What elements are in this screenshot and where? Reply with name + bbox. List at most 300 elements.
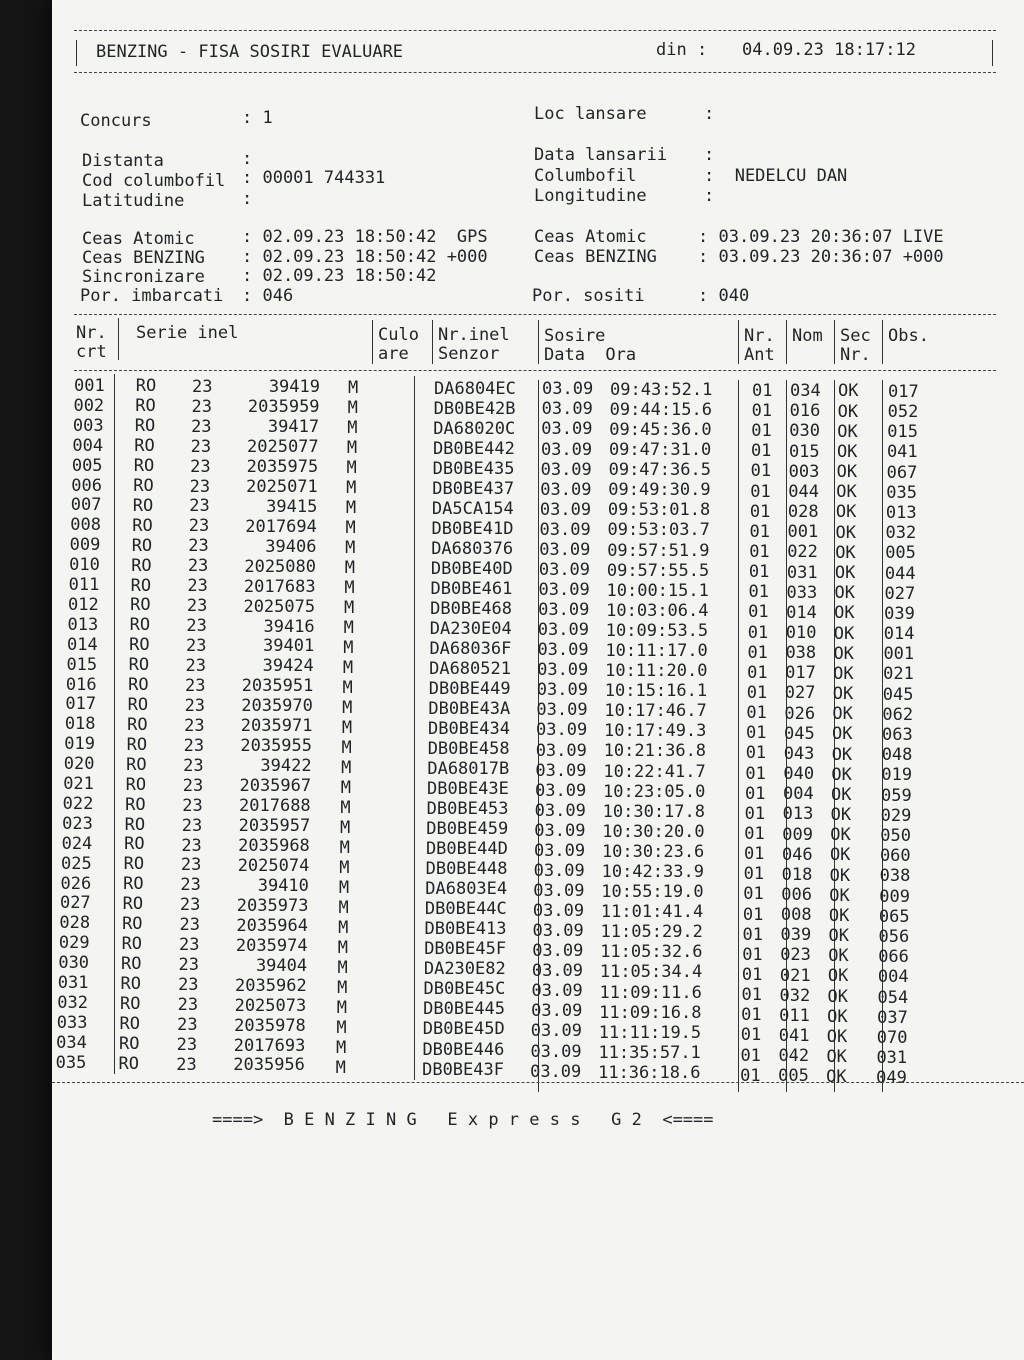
cell-inel: 39410 [257, 875, 309, 896]
cell-nom: 030 [789, 421, 821, 442]
cell-nom: 023 [780, 945, 811, 966]
cell-ora: 10:55:19.0 [601, 882, 704, 903]
cell-inel: 2017694 [245, 516, 317, 537]
cell-nom: 018 [781, 864, 813, 885]
cell-obs: 063 [882, 725, 913, 746]
cell-ant: 01 [741, 964, 763, 985]
cell-ora: 10:15:16.1 [604, 681, 708, 702]
cell-senzor: DB0BE43A [428, 699, 511, 720]
cell-inel: 39422 [260, 756, 312, 777]
cell-an: 23 [180, 875, 201, 896]
cell-ant: 01 [746, 682, 768, 703]
cell-an: 23 [189, 496, 210, 517]
cell-obs: 004 [877, 967, 909, 988]
ceas-atomic-end-value: : 03.09.23 20:36:07 LIVE [698, 227, 944, 247]
cell-nom: 033 [786, 582, 818, 603]
cell-obs: 052 [887, 402, 919, 422]
cell-ant: 01 [752, 380, 773, 401]
cell-ora: 10:23:05.0 [603, 781, 706, 802]
ceas-atomic-start-value: : 02.09.23 18:50:42 GPS [242, 227, 488, 247]
cell-nom: 032 [779, 985, 811, 1006]
por-imbarcati-value: : 046 [242, 286, 294, 306]
cell-ant: 01 [747, 622, 769, 643]
ceas-benzing-end-value: : 03.09.23 20:36:07 +000 [698, 247, 944, 267]
cell-culoare: M [339, 817, 351, 838]
cell-inel: 2035957 [238, 816, 311, 837]
cell-nr: 034 [56, 1032, 87, 1053]
cell-an: 23 [178, 975, 199, 996]
table-top-rule [74, 314, 996, 315]
cell-sec: OK [827, 986, 848, 1007]
cell-nom: 044 [788, 481, 819, 502]
loc-lansare-label: Loc lansare [534, 104, 647, 124]
cell-data: 03.09 [532, 941, 584, 962]
table-header-rule [74, 370, 996, 371]
longitudine-label: Longitudine [534, 186, 647, 206]
cell-obs: 037 [877, 1007, 908, 1028]
cell-an: 23 [178, 955, 200, 976]
cell-nom: 022 [787, 542, 818, 563]
cell-culoare: M [337, 937, 349, 958]
cell-obs: 019 [881, 765, 913, 786]
cell-data: 03.09 [537, 660, 589, 681]
cell-data: 03.09 [530, 1061, 582, 1082]
cell-sec: OK [836, 482, 857, 503]
cell-culoare: M [341, 717, 353, 738]
data-lansarii-label: Data lansarii [534, 145, 668, 165]
cell-nr: 011 [68, 575, 100, 595]
cell-senzor: DB0BE43E [427, 779, 509, 800]
cell-inel: 2035951 [241, 676, 314, 697]
cell-ora: 09:45:36.0 [609, 420, 712, 440]
cell-sec: OK [828, 946, 849, 967]
cell-nom: 034 [790, 381, 821, 402]
cell-an: 23 [190, 436, 212, 457]
cell-obs: 029 [880, 805, 912, 826]
cell-tara: RO [134, 436, 155, 457]
cell-obs: 054 [877, 987, 909, 1008]
cell-obs: 009 [879, 886, 910, 907]
cell-inel: 39419 [268, 377, 320, 398]
cell-culoare: M [336, 1017, 347, 1038]
cell-obs: 039 [884, 603, 915, 624]
cell-ora: 09:57:55.5 [606, 560, 710, 581]
cell-nr: 006 [71, 475, 103, 496]
cell-culoare: M [340, 777, 351, 798]
cell-sec: OK [834, 563, 856, 583]
cell-ora: 10:03:06.4 [606, 600, 709, 621]
cell-ant: 01 [749, 541, 770, 562]
cell-obs: 065 [878, 906, 910, 927]
cell-nr: 029 [58, 933, 90, 954]
cell-obs: 005 [885, 543, 916, 564]
cell-nom: 031 [786, 562, 818, 583]
cell-senzor: DA680521 [429, 658, 511, 679]
cell-senzor: DB0BE45F [424, 939, 507, 960]
cell-nr: 018 [64, 714, 96, 735]
cell-tara: RO [128, 655, 150, 676]
header-top-rule [74, 30, 996, 31]
distanta-value: : [242, 149, 253, 169]
cell-tara: RO [131, 535, 153, 556]
cell-data: 03.09 [539, 539, 591, 560]
cell-inel: 2017688 [239, 796, 311, 817]
cell-sec: OK [832, 704, 853, 725]
cell-sec: OK [837, 421, 858, 442]
cell-data: 03.09 [536, 700, 588, 721]
cell-data: 03.09 [540, 479, 592, 500]
cell-tara: RO [125, 774, 147, 795]
cell-an: 23 [191, 416, 212, 437]
cell-inel: 2035955 [240, 736, 313, 757]
cell-sec: OK [835, 542, 856, 563]
cell-sec: OK [835, 502, 857, 523]
cell-nr: 004 [72, 435, 104, 456]
cell-culoare: M [345, 517, 356, 538]
col-separator [834, 320, 835, 364]
cell-an: 23 [181, 835, 202, 856]
cell-senzor: DB0BE40D [430, 558, 513, 579]
cell-an: 23 [179, 895, 201, 916]
cell-data: 03.09 [535, 740, 587, 761]
cell-nr: 023 [62, 813, 93, 834]
cell-tara: RO [123, 854, 145, 875]
cell-senzor: DB0BE43F [422, 1059, 504, 1080]
cell-obs: 045 [882, 684, 914, 705]
cell-inel: 2025075 [243, 596, 316, 617]
cell-an: 23 [183, 755, 204, 776]
cell-ant: 01 [740, 1065, 761, 1086]
col-ant-line1: Nr. [744, 326, 775, 346]
cell-inel: 2035971 [240, 716, 313, 737]
cell-inel: 2017693 [233, 1035, 306, 1056]
cell-nr: 003 [72, 415, 104, 436]
cell-culoare: M [342, 657, 354, 678]
cell-senzor: DA5CA154 [431, 498, 514, 519]
cell-an: 23 [179, 915, 200, 936]
cell-data: 03.09 [541, 399, 593, 420]
cell-culoare: M [347, 417, 358, 438]
cell-tara: RO [127, 714, 148, 735]
cell-tara: RO [120, 973, 142, 994]
cell-an: 23 [185, 675, 206, 696]
cell-ora: 10:11:17.0 [605, 641, 708, 662]
cell-ant: 01 [751, 421, 772, 442]
cell-sec: OK [838, 381, 859, 402]
cell-ant: 01 [748, 582, 769, 603]
cell-nom: 041 [778, 1026, 810, 1047]
cell-senzor: DB0BE453 [426, 799, 509, 820]
col-separator [414, 376, 415, 1080]
cell-ant: 01 [744, 803, 766, 824]
cell-data: 03.09 [534, 800, 586, 821]
cell-inel: 2035973 [236, 895, 309, 916]
footer-banner: ====> B E N Z I N G E x p r e s s G 2 <==== [212, 1110, 714, 1130]
cell-tara: RO [132, 495, 154, 516]
report-title: BENZING - FISA SOSIRI EVALUARE [96, 42, 404, 62]
cell-an: 23 [185, 656, 206, 677]
cell-ant: 01 [751, 400, 773, 421]
cell-nr: 009 [69, 535, 101, 556]
cell-nr: 012 [68, 594, 99, 615]
cell-culoare: M [346, 457, 357, 478]
cell-an: 23 [182, 795, 203, 816]
cell-an: 23 [192, 376, 213, 397]
cell-ora: 11:09:16.8 [599, 1002, 702, 1023]
cell-sec: OK [826, 1047, 847, 1068]
cell-ora: 09:43:52.1 [610, 379, 713, 400]
cell-senzor: DB0BE461 [430, 578, 513, 599]
cell-nom: 010 [785, 622, 817, 643]
cell-tara: RO [129, 615, 151, 636]
cell-nom: 046 [781, 844, 813, 865]
cell-nr: 026 [60, 873, 92, 894]
cell-ant: 01 [740, 1025, 762, 1046]
cell-inel: 39417 [267, 416, 320, 437]
cell-inel: 2035956 [233, 1055, 305, 1076]
cell-ant: 01 [750, 481, 771, 502]
cell-nr: 010 [69, 555, 100, 576]
cell-senzor: DA68020C [433, 418, 516, 439]
cell-ora: 09:47:36.5 [608, 460, 711, 481]
cell-ora: 10:30:20.0 [602, 821, 705, 842]
cell-inel: 2035962 [235, 975, 307, 996]
col-separator [372, 320, 373, 364]
cell-nom: 004 [783, 784, 814, 805]
ceas-atomic-start-label: Ceas Atomic [82, 229, 195, 249]
cell-tara: RO [135, 376, 157, 397]
cell-data: 03.09 [538, 559, 591, 580]
cell-obs: 060 [879, 846, 911, 867]
cell-senzor: DB0BE459 [426, 819, 509, 840]
cell-nom: 040 [783, 764, 815, 785]
cell-nr: 027 [59, 893, 91, 914]
cell-senzor: DA6803E4 [425, 879, 508, 900]
cell-obs: 013 [885, 502, 917, 523]
cell-ora: 11:35:57.1 [598, 1042, 701, 1063]
cell-tara: RO [125, 794, 146, 815]
cell-culoare: M [336, 997, 347, 1018]
cell-data: 03.09 [534, 820, 586, 841]
cell-ant: 01 [748, 602, 769, 623]
ceas-benzing-start-label: Ceas BENZING [82, 248, 205, 268]
latitudine-label: Latitudine [82, 191, 185, 211]
cell-culoare: M [340, 797, 351, 818]
cell-nom: 039 [780, 925, 812, 946]
cell-culoare: M [344, 557, 355, 578]
cell-sec: OK [830, 805, 852, 826]
cell-tara: RO [124, 814, 146, 835]
cell-obs: 021 [883, 664, 914, 685]
cell-culoare: M [342, 697, 353, 718]
cell-obs: 041 [886, 442, 918, 463]
cell-an: 23 [176, 1034, 198, 1055]
cell-data: 03.09 [530, 1021, 582, 1042]
cell-tara: RO [122, 894, 144, 915]
cell-an: 23 [188, 536, 209, 557]
cell-nom: 001 [787, 522, 819, 543]
cell-nr: 020 [63, 754, 95, 775]
cell-senzor: DB0BE458 [427, 739, 510, 760]
cell-nr: 032 [57, 992, 88, 1013]
cell-data: 03.09 [537, 620, 589, 641]
cell-obs: 049 [876, 1068, 907, 1089]
cell-inel: 2035974 [235, 935, 308, 956]
cell-culoare: M [346, 437, 358, 458]
cell-nr: 002 [73, 395, 105, 416]
cell-nr: 017 [65, 694, 97, 715]
cod-columbofil-label: Cod columbofil [82, 171, 226, 191]
cell-ora: 10:21:36.8 [603, 741, 707, 762]
cell-data: 03.09 [533, 881, 585, 902]
cell-sec: OK [836, 441, 858, 462]
cell-an: 23 [177, 1014, 198, 1035]
cell-inel: 39416 [263, 616, 315, 637]
cell-data: 03.09 [533, 860, 585, 881]
cell-an: 23 [191, 396, 213, 417]
cell-ant: 01 [746, 723, 767, 744]
cell-sec: OK [830, 825, 851, 846]
cell-sec: OK [829, 865, 851, 886]
cell-nr: 028 [59, 913, 91, 934]
cell-culoare: M [344, 577, 355, 598]
cell-inel: 2025071 [246, 476, 318, 497]
cell-ora: 09:57:51.9 [607, 540, 710, 561]
cell-tara: RO [121, 954, 142, 974]
col-separator [432, 320, 433, 364]
cell-culoare: M [335, 1037, 347, 1058]
por-imbarcati-label: Por. imbarcati [80, 286, 224, 306]
cell-obs: 014 [883, 624, 915, 645]
cell-tara: RO [120, 993, 141, 1014]
cell-an: 23 [184, 715, 205, 736]
cell-tara: RO [121, 934, 143, 955]
cell-ora: 10:22:41.7 [603, 761, 706, 782]
cell-nom: 013 [782, 804, 814, 825]
cell-culoare: M [341, 737, 352, 758]
cod-columbofil-value: : 00001 744331 [242, 168, 386, 188]
cell-sec: OK [828, 905, 850, 926]
cell-ant: 01 [741, 1005, 762, 1026]
cell-senzor: DB0BE44D [425, 839, 508, 860]
cell-nom: 028 [787, 502, 819, 523]
cell-ant: 01 [749, 501, 771, 522]
cell-senzor: DA680376 [431, 538, 514, 559]
cell-tara: RO [135, 396, 156, 417]
cell-data: 03.09 [530, 1041, 582, 1062]
cell-nom: 027 [784, 683, 816, 704]
col-separator [882, 320, 883, 364]
concurs-label: Concurs [80, 111, 152, 131]
cell-nom: 003 [788, 461, 820, 482]
cell-nr: 019 [64, 734, 95, 755]
por-sositi-value: : 040 [698, 286, 750, 306]
col-nr-line1: Nr. [76, 323, 107, 343]
cell-ant: 01 [743, 884, 764, 905]
cell-obs: 048 [881, 745, 913, 766]
cell-nom: 016 [789, 401, 821, 422]
cell-tara: RO [133, 456, 155, 477]
cell-inel: 2035970 [241, 696, 313, 717]
col-culoare-line2: are [378, 344, 409, 364]
col-serie-inel: Serie inel [136, 323, 239, 343]
cell-data: 03.09 [531, 981, 583, 1002]
cell-sec: OK [827, 1006, 848, 1027]
cell-tara: RO [119, 1033, 140, 1054]
cell-senzor: DA230E04 [429, 618, 512, 639]
cell-ora: 11:01:41.4 [600, 902, 704, 923]
concurs-value: : 1 [242, 108, 273, 128]
cell-sec: OK [831, 744, 853, 765]
cell-an: 23 [184, 695, 206, 716]
cell-an: 23 [189, 476, 211, 497]
cell-senzor: DB0BE45D [422, 1019, 505, 1040]
ceas-benzing-end-label: Ceas BENZING [534, 247, 657, 267]
cell-an: 23 [187, 556, 209, 577]
cell-obs: 050 [880, 826, 912, 846]
col-obs: Obs. [888, 326, 929, 346]
cell-ant: 01 [745, 783, 766, 804]
cell-an: 23 [177, 995, 199, 1016]
cell-obs: 031 [876, 1048, 908, 1069]
distanta-label: Distanta [82, 151, 164, 171]
cell-ora: 09:53:01.8 [607, 500, 711, 521]
cell-senzor: DA68017B [427, 759, 510, 780]
cell-nom: 038 [785, 643, 817, 664]
cell-inel: 2025073 [234, 995, 307, 1016]
cell-senzor: DB0BE468 [430, 598, 513, 619]
cell-data: 03.09 [533, 840, 586, 861]
col-nr-line2: crt [76, 342, 107, 362]
cell-nom: 014 [786, 602, 817, 623]
cell-ora: 10:30:17.8 [602, 801, 705, 822]
cell-inel: 2025074 [237, 855, 310, 876]
cell-culoare: M [338, 877, 350, 898]
latitudine-value: : [242, 189, 253, 209]
cell-senzor: DB0BE445 [423, 999, 506, 1020]
cell-tara: RO [132, 515, 153, 536]
cell-ant: 01 [750, 461, 772, 482]
cell-nom: 045 [784, 723, 815, 744]
ceas-atomic-end-label: Ceas Atomic [534, 227, 647, 247]
cell-sec: OK [833, 663, 854, 684]
cell-tara: RO [133, 475, 154, 496]
cell-nom: 017 [785, 663, 816, 684]
cell-obs: 067 [886, 462, 918, 483]
col-nr-inel-line2: Senzor [438, 344, 500, 364]
printout-page [52, 0, 1024, 1360]
cell-inel: 39415 [266, 496, 318, 517]
cell-sec: OK [829, 885, 850, 906]
cell-sec: OK [833, 623, 855, 644]
cell-ant: 01 [742, 944, 763, 965]
cell-data: 03.09 [532, 901, 585, 922]
cell-nr: 005 [71, 455, 103, 476]
cell-nr: 015 [66, 654, 98, 675]
cell-ant: 01 [746, 703, 767, 724]
cell-culoare: M [342, 677, 353, 698]
cell-obs: 032 [885, 523, 917, 544]
cell-nom: 021 [779, 965, 811, 986]
cell-nom: 043 [783, 743, 815, 764]
cell-nr: 030 [58, 953, 90, 974]
data-lansarii-value: : [704, 145, 715, 165]
cell-culoare: M [348, 377, 359, 398]
cell-nr: 007 [70, 495, 102, 516]
cell-ora: 10:00:15.1 [606, 580, 709, 601]
cell-nr: 033 [56, 1012, 88, 1033]
cell-ant: 01 [750, 441, 772, 462]
